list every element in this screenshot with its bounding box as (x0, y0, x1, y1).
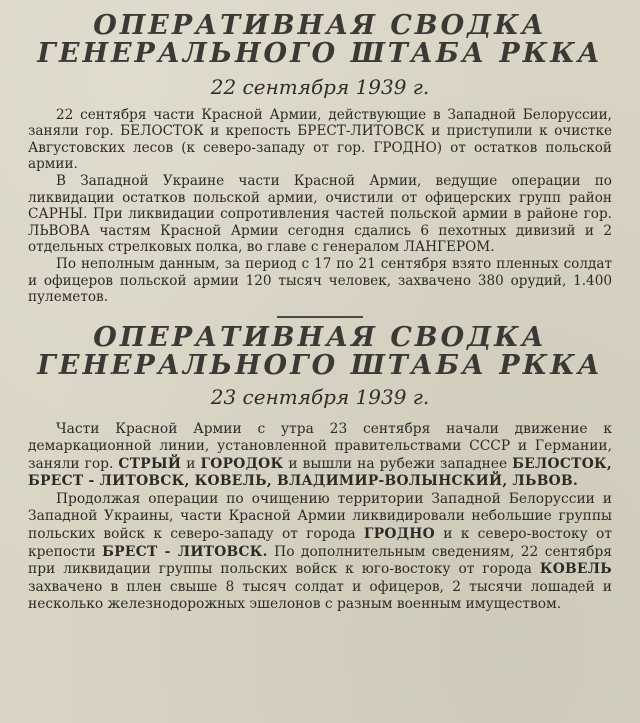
article-1-date: 22 сентября 1939 г. (210, 74, 430, 99)
article-1-body (28, 107, 612, 306)
p1-text-2: и (181, 455, 201, 472)
p2-text-1: Продолжая операции по очищению территории Западной Белоруссии и Западной Украины, части Красной Армии ликвидировали небольшие группы польских войск к северо-западу от города (28, 490, 612, 543)
article-1-paragraph-3: По неполным данным, за период с 17 по 21 сентября взято пленных солдат и офицеров польской армии 120 тысяч человек, захвачено 380 орудий, 1.400 пулеметов. (28, 256, 612, 306)
p2-bold-kovel: КОВЕЛЬ (539, 561, 612, 578)
p1-bold-stryi: СТРЫЙ (118, 455, 182, 472)
article-2-paragraph-2 (28, 491, 612, 614)
article-1-paragraph-2: В Западной Украине части Красной Армии, ведущие операции по ликвидации остатков польской армии, очистили от офицерских групп район САРНЫ. При ликвидации сопротивления частей польской армии в районе гор. ЛЬВОВА частям Красной Армии сегодня сдались 6 пехотных дивизий и 2 отдельных стрелковых полка, во главе с генералом ЛАНГЕРОМ. (28, 173, 612, 256)
p2-text-4: захвачено в плен свыше 8 тысяч солдат и офицеров, 2 тысячи лошадей и несколько железнодорожных эшелонов с разным военным имуществом. (28, 578, 612, 613)
article-2-title (28, 321, 612, 382)
article-1-paragraph-1: 22 сентября части Красной Армии, действующие в Западной Белоруссии, заняли гор. БЕЛОСТОК и крепость БРЕСТ-ЛИТОВСК и приступили к очистке Августовских лесов (к северо-западу от гор. ГРОДНО) от остатков польской армии. (28, 106, 612, 173)
article-1-title-line-2: ГЕНЕРАЛЬНОГО ШТАБА РККА (37, 38, 603, 70)
article-2-date: 23 сентября 1939 г. (210, 384, 430, 409)
p1-bold-cities: БЕЛОСТОК, БРЕСТ - ЛИТОВСК, КОВЕЛЬ, ВЛАДИМИР-ВОЛЫНСКИЙ, ЛЬВОВ. (28, 455, 613, 490)
p1-text-1: Части Красной Армии с утра 23 сентября начали движение к демаркационной линии, установленной правительствами СССР и Германии, заняли гор. (28, 420, 612, 472)
article-1-title (28, 12, 612, 69)
article-2-title-line-1: ОПЕРАТИВНАЯ СВОДКА (93, 321, 547, 353)
article-2-title-line-2: ГЕНЕРАЛЬНОГО ШТАБА РККА (37, 350, 603, 382)
p1-text-3: и вышли на рубежи западнее (283, 455, 513, 472)
report-article-2 (28, 321, 613, 614)
p2-text-2: и к северо-востоку от крепости (28, 526, 612, 560)
p2-bold-grodno: ГРОДНО (363, 526, 435, 543)
report-article-1 (28, 12, 612, 306)
article-separator (277, 316, 363, 318)
article-1-title-line-1: ОПЕРАТИВНАЯ СВОДКА (93, 10, 547, 41)
p2-bold-brest: БРЕСТ - ЛИТОВСК. (102, 543, 268, 560)
p1-bold-gorodok: ГОРОДОК (200, 455, 284, 472)
article-2-body (28, 421, 612, 615)
article-2-paragraph-1 (28, 421, 612, 491)
p2-text-3: По дополнительным сведениям, 22 сентября при ликвидации группы польских войск к юго-востоку от города (28, 543, 613, 578)
